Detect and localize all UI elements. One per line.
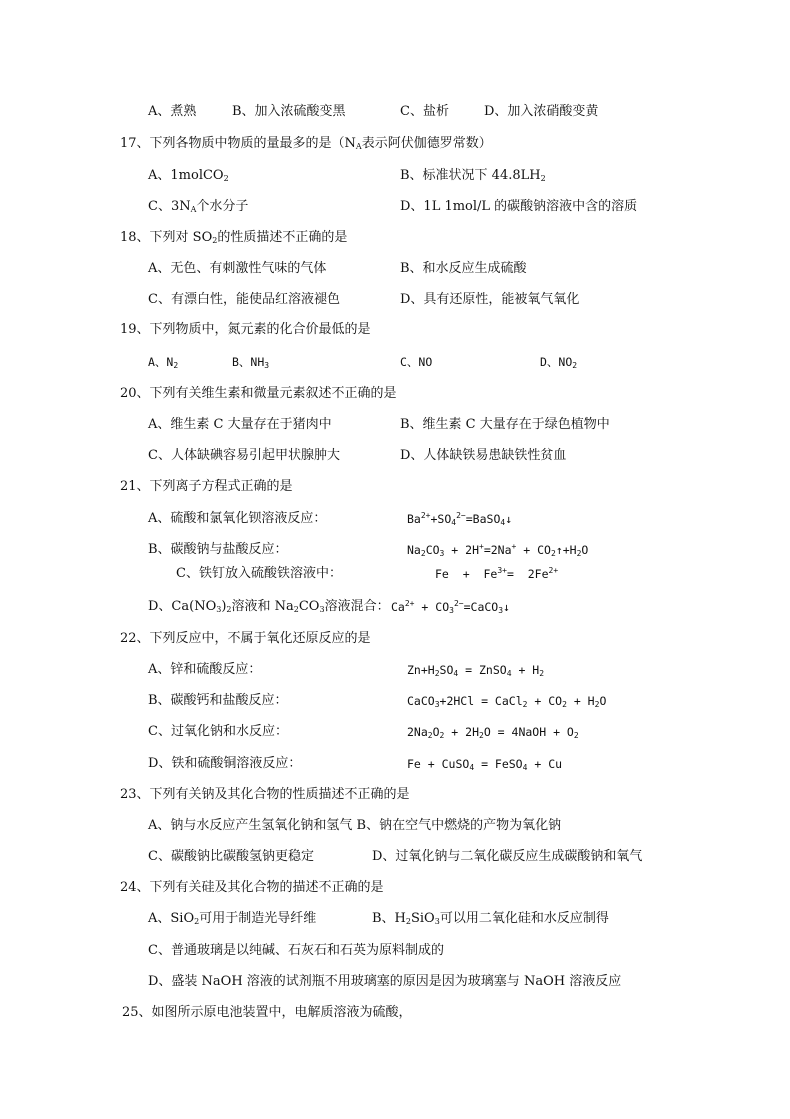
q20-option-a: A、维生素 C 大量存在于猪肉中 — [148, 417, 332, 432]
q18-option-d: D、具有还原性，能被氧气氧化 — [400, 292, 580, 307]
q17-stem: 17、下列各物质中物质的量最多的是（$N_A$表示阿伏伽德罗常数） — [120, 136, 492, 151]
q21-option-a-equation: $Ba^{2+}+SO_4^{2-}=BaSO_4↓$ — [407, 511, 513, 527]
q22-option-c-label: C、过氧化钠和水反应： — [148, 724, 288, 739]
q22-stem: 22、下列反应中，不属于氧化还原反应的是 — [120, 631, 371, 646]
q20-stem: 20、下列有关维生素和微量元素叙述不正确的是 — [120, 386, 397, 401]
q22-option-a-equation: $Zn+H_2SO_4$ = ZnSO$_4$ + $H_2$ — [407, 663, 545, 678]
q22-option-d-label: D、铁和硫酸铜溶液反应： — [148, 756, 302, 771]
q22-option-b-label: B、碳酸钙和盐酸反应： — [148, 693, 288, 708]
q16-option-a: A、煮熟 — [148, 104, 197, 119]
q17-option-a: A、1molCO$_2$ — [148, 168, 229, 183]
q16-option-d: D、加入浓硝酸变黄 — [484, 104, 599, 119]
q18-option-b: B、和水反应生成硫酸 — [400, 261, 527, 276]
q17-option-c: C、$3N_A$个水分子 — [148, 199, 249, 214]
q19-stem: 19、下列物质中，氮元素的化合价最低的是 — [120, 322, 371, 337]
q20-option-c: C、人体缺碘容易引起甲状腺肿大 — [148, 448, 340, 463]
q22-option-b-equation: CaCO$_3$+2HCl = CaCl$_2$ + $CO_2 + H_2O$ — [407, 694, 607, 709]
q24-option-d: D、盛装 NaOH 溶液的试剂瓶不用玻璃塞的原因是因为玻璃塞与 NaOH 溶液反应 — [148, 974, 622, 989]
q21-option-b-equation: $Na_2CO_3 + 2H^+=2Na^+$ + $CO_2↑+H_2O$ — [407, 542, 589, 558]
q19-option-d: D、$NO_2$ — [540, 355, 578, 370]
q23-option-ab: A、钠与水反应产生氢氧化钠和氢气 B、钠在空气中燃烧的产物为氧化钠 — [148, 818, 562, 833]
q24-option-c: C、普通玻璃是以纯碱、石灰石和石英为原料制成的 — [148, 943, 444, 958]
q21-option-a-label: A、硫酸和氯氧化钡溶液反应： — [148, 511, 327, 526]
q18-option-c: C、有漂白性，能使品红溶液褪色 — [148, 292, 340, 307]
q24-stem: 24、下列有关硅及其化合物的描述不正确的是 — [120, 880, 384, 895]
q16-option-b: B、加入浓硫酸变黑 — [232, 104, 346, 119]
q23-option-c: C、碳酸钠比碳酸氢钠更稳定 — [148, 849, 314, 864]
q18-option-a: A、无色、有刺激性气味的气体 — [148, 261, 327, 276]
q21-option-d-label: D、$Ca(NO_3)_2$溶液和 $Na_2CO_3$溶液混合： — [148, 599, 390, 614]
q19-option-a: A、$N_2$ — [148, 355, 179, 370]
q24-option-b: B、$H_2SiO_3$可以用二氧化硅和水反应制得 — [372, 911, 609, 926]
q21-option-c-equation: $Fe + Fe^{3+}= 2Fe^{2+}$ — [435, 566, 559, 581]
q19-option-b: B、$NH_3$ — [232, 355, 270, 370]
q21-stem: 21、下列离子方程式正确的是 — [120, 479, 293, 494]
q21-option-b-label: B、碳酸钠与盐酸反应： — [148, 542, 288, 557]
q21-option-d-equation: $Ca^{2+}$ + $CO_3^{2-}=CaCO_3↓$ — [391, 599, 510, 615]
q18-stem: 18、下列对 $SO_2$的性质描述不正确的是 — [120, 230, 348, 245]
q23-stem: 23、下列有关钠及其化合物的性质描述不正确的是 — [120, 787, 410, 802]
q20-option-b: B、维生素 C 大量存在于绿色植物中 — [400, 417, 610, 432]
q24-option-a: A、SiO$_2$可用于制造光导纤维 — [148, 911, 317, 926]
q25-stem: 25、如图所示原电池装置中，电解质溶液为硫酸， — [122, 1005, 412, 1020]
q17-option-d: D、1L 1mol/L 的碳酸钠溶液中含的溶质 — [400, 199, 638, 214]
q16-option-c: C、盐析 — [400, 104, 449, 119]
q22-option-c-equation: $2Na_2O_2 + 2H_2O$ = 4NaOH + $O_2$ — [407, 725, 579, 740]
q22-option-a-label: A、锌和硫酸反应： — [148, 662, 262, 677]
q22-option-d-equation: Fe + CuSO$_4$ = FeSO$_4$ + Cu — [407, 757, 563, 772]
q21-option-c-label: C、铁钉放入硫酸铁溶液中： — [176, 566, 342, 581]
q20-option-d: D、人体缺铁易患缺铁性贫血 — [400, 448, 567, 463]
q17-option-b: B、标准状况下 $44.8LH_2$ — [400, 168, 546, 183]
q23-option-d: D、过氧化钠与二氧化碳反应生成碳酸钠和氧气 — [372, 849, 643, 864]
q19-option-c: C、NO — [400, 355, 433, 369]
